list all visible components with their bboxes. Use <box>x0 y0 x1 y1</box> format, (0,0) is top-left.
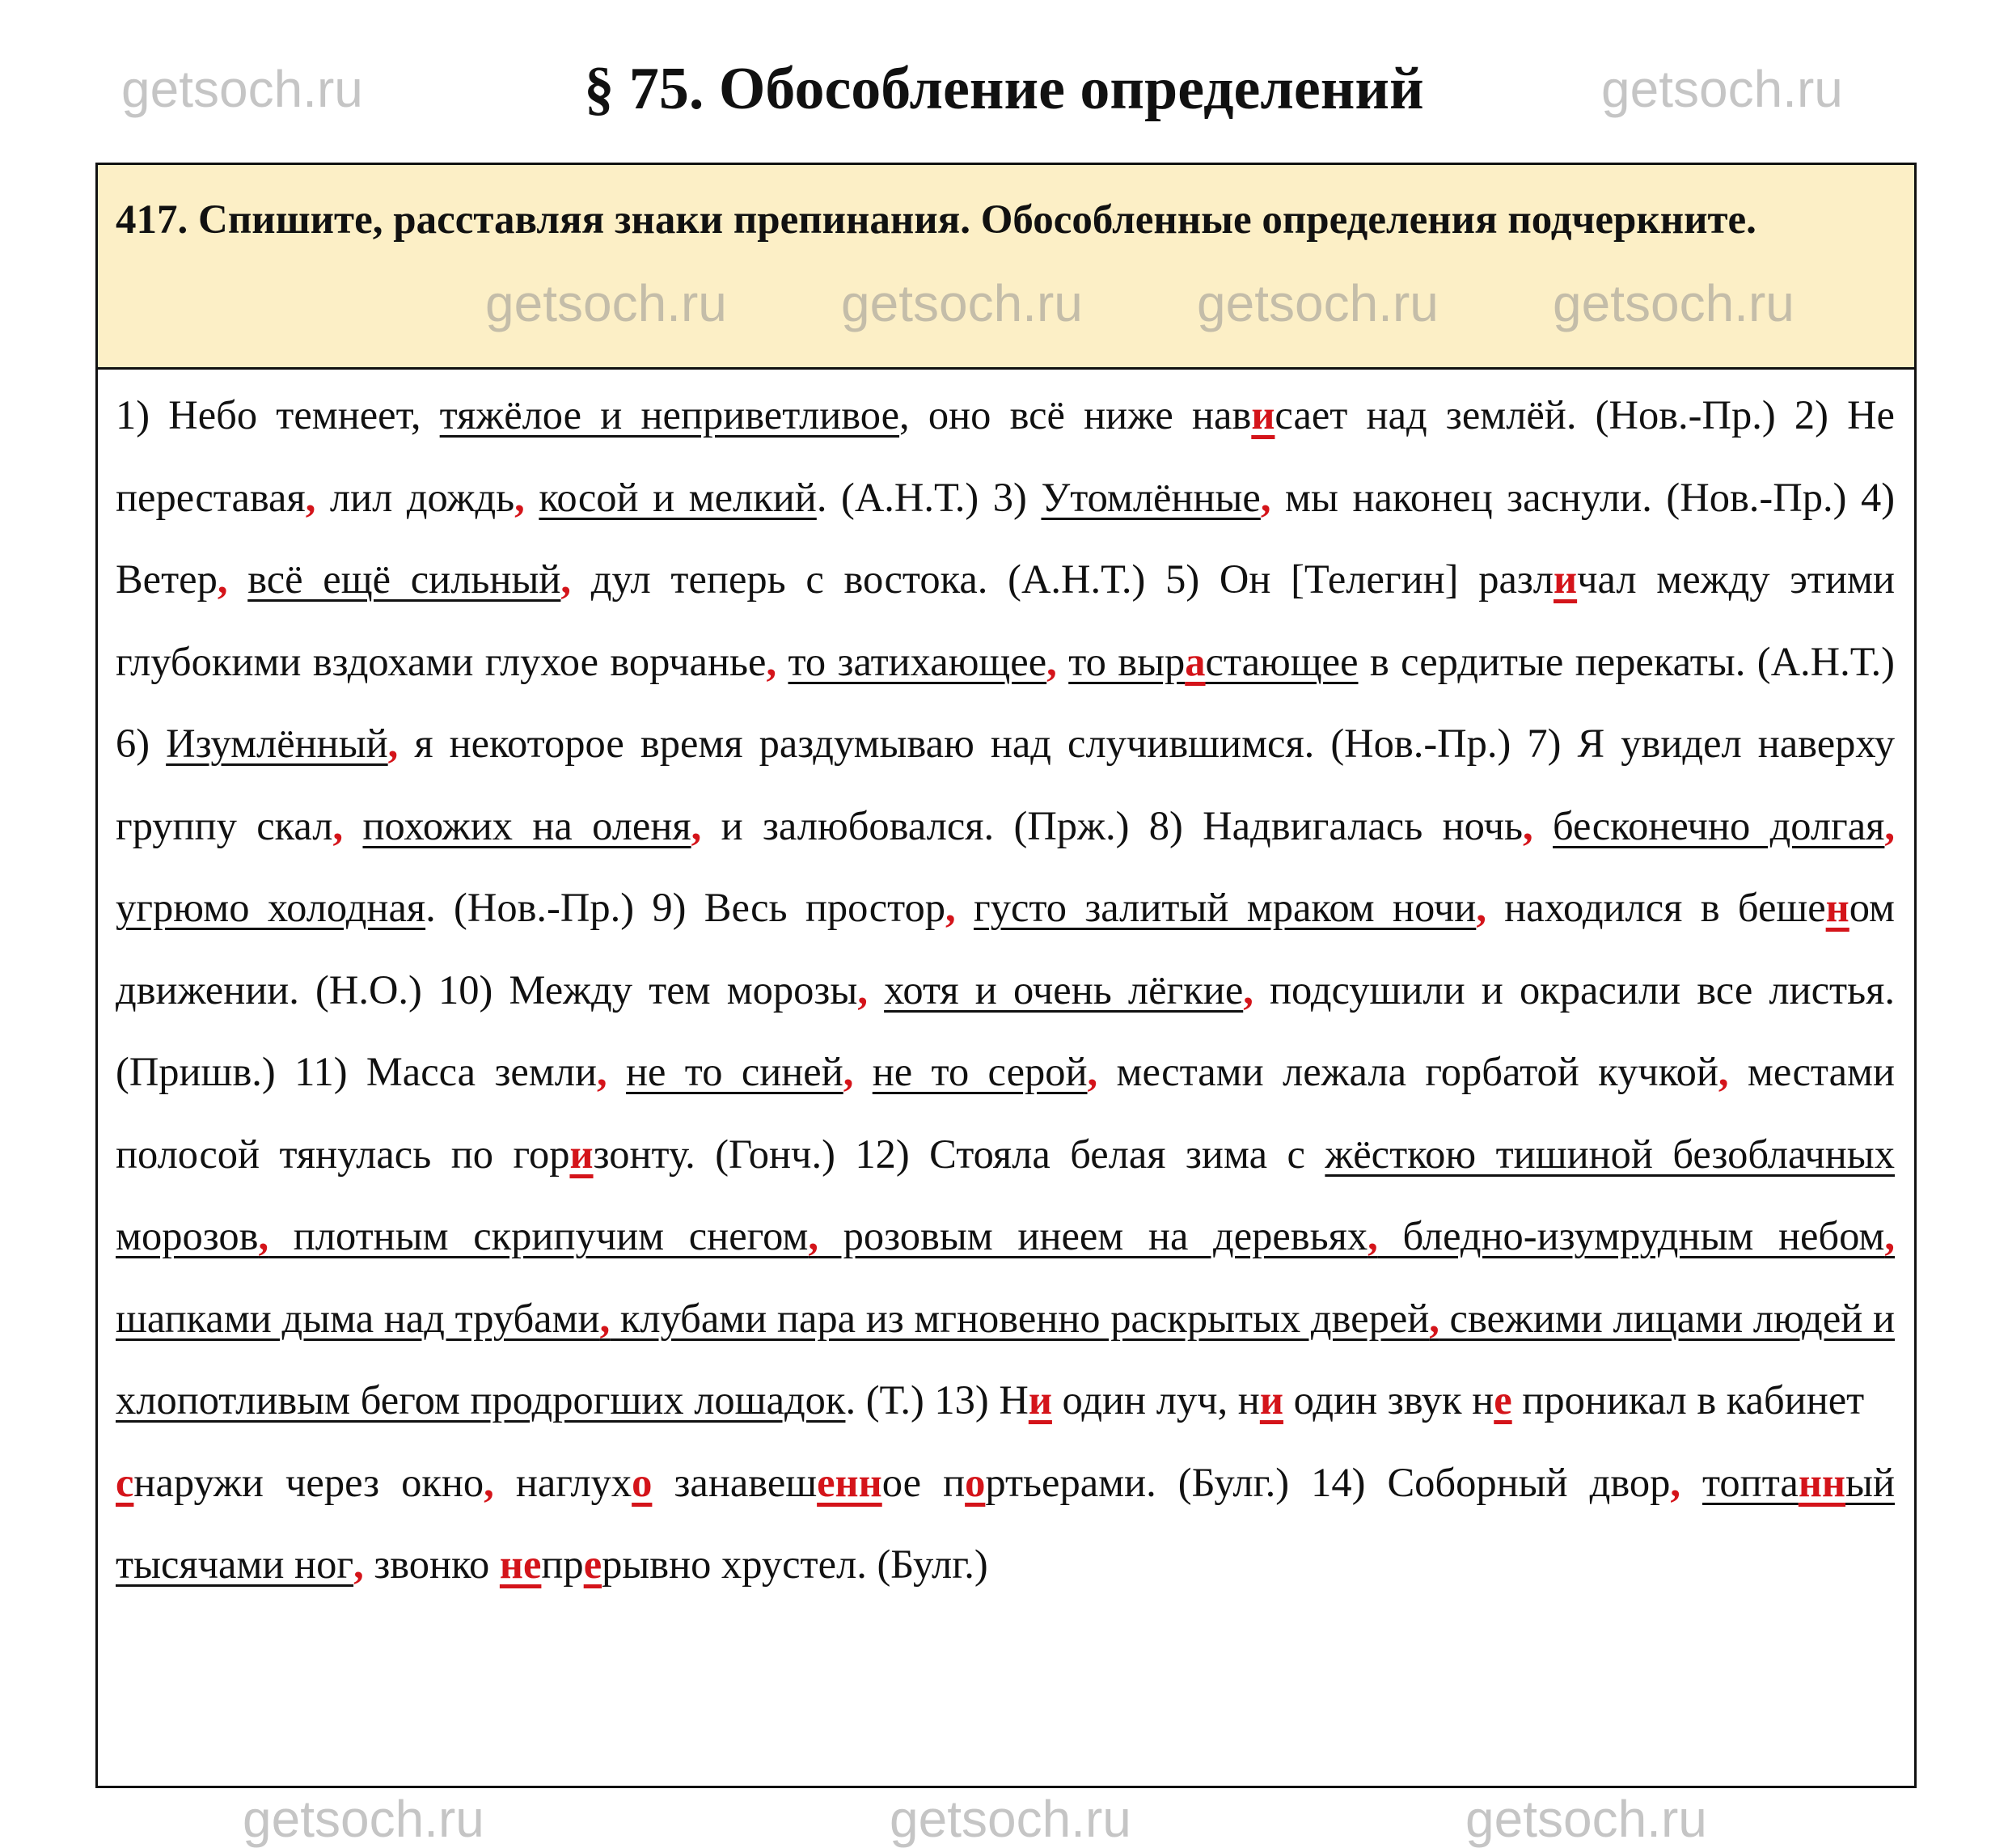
text-run: . (А.Н.Т.) 3) <box>816 474 1042 520</box>
text-run: чал между этими глубокими вздохами глухое ворчанье <box>116 556 1895 684</box>
text-run: ртьерами. (Булг.) 14) Соборный двор <box>985 1459 1671 1505</box>
corrected-letter: с <box>116 1459 134 1505</box>
underlined-definition: косой и мелкий <box>539 474 817 520</box>
underlined-definition: бесконечно долгая <box>1553 802 1885 848</box>
text-run: ом движении. (Н.О.) 10) Между тем морозы <box>116 885 1896 1013</box>
corrected-letter: и <box>1259 1377 1283 1423</box>
inserted-comma: , <box>514 474 525 520</box>
corrected-letter: нн <box>1798 1459 1846 1505</box>
underlined-definition: то выр <box>1068 638 1186 684</box>
inserted-comma: , <box>1718 1049 1729 1094</box>
inserted-comma: , <box>353 1541 364 1587</box>
text-run: дул теперь с востока. (А.Н.Т.) 5) Он [Телегин] разл <box>571 556 1554 602</box>
text-run <box>776 639 788 684</box>
text-run: пр <box>541 1541 584 1587</box>
task-number: 417. <box>116 197 188 243</box>
underlined-definition: не то серой <box>872 1049 1088 1094</box>
inserted-comma: , <box>560 556 572 602</box>
text-run: я некоторое время раздумываю над случившимся. (Нов.-Пр.) 7) Я увидел наверху группу скал <box>116 721 1895 848</box>
text-run <box>607 1049 626 1094</box>
text-run: . (Нов.-Пр.) 9) Весь простор <box>425 885 946 930</box>
inserted-comma: , <box>305 474 316 520</box>
page-title: § 75. Обособление определений <box>584 56 1424 122</box>
inserted-comma: , <box>1884 802 1896 848</box>
underlined-definition: то затихающее <box>788 638 1047 684</box>
underlined-definition: плотным скрипучим снегом <box>268 1213 809 1258</box>
text-run: звонко <box>363 1541 500 1587</box>
inserted-comma: , <box>1087 1049 1098 1094</box>
corrected-letter: е <box>1494 1377 1512 1423</box>
underlined-definition: всё ещё сильный <box>247 556 561 602</box>
inserted-comma: , <box>1243 966 1253 1013</box>
inserted-comma: , <box>691 802 702 848</box>
inserted-comma: , <box>1046 638 1057 684</box>
underlined-definition: похожих на оленя <box>362 802 691 848</box>
underlined-definition: угрюмо холодная <box>116 885 426 930</box>
text-run <box>1533 803 1553 848</box>
inserted-comma: , <box>217 556 228 602</box>
text-run: местами полосой тянулась по гор <box>116 1049 1895 1177</box>
text-run: ое п <box>881 1459 966 1505</box>
text-run: мы наконец заснули. (Нов.-Пр.) 4) Ветер <box>116 474 1896 602</box>
inserted-comma: , <box>387 721 399 766</box>
inserted-comma: , <box>857 966 868 1013</box>
corrected-letter: о <box>965 1459 986 1505</box>
underlined-definition: жёсткою тишиной безоблачных морозов <box>116 1131 1895 1258</box>
text-run: занавеш <box>652 1459 818 1505</box>
text-run <box>227 556 247 602</box>
underlined-definition: густо залитый мраком ночи <box>973 885 1477 930</box>
watermark: getsoch.ru <box>1465 1790 1707 1848</box>
inserted-comma: , <box>258 1213 269 1258</box>
text-run <box>1057 639 1068 684</box>
underlined-definition: Изумлённый <box>166 721 388 766</box>
watermark: getsoch.ru <box>1197 274 1439 332</box>
text-run <box>868 967 884 1013</box>
watermark: getsoch.ru <box>243 1790 484 1848</box>
underlined-definition: стающее <box>1205 638 1359 684</box>
text-run: подсушили и окрасили все листья. (Пришв.) 11) Масса земли <box>116 966 1895 1094</box>
inserted-comma: , <box>1429 1295 1439 1341</box>
corrected-letter: н <box>1825 885 1849 930</box>
inserted-comma: , <box>1670 1459 1680 1505</box>
inserted-comma: , <box>1476 885 1486 930</box>
underlined-definition: бледно-изумрудным небом <box>1377 1213 1885 1258</box>
underlined-definition: розовым инеем на деревьях <box>818 1213 1368 1258</box>
corrected-letter: и <box>569 1131 594 1177</box>
text-run: и залюбовался. (Прж.) 8) Надвигалась ночь <box>701 802 1524 848</box>
underlined-definition: ый тысячами ног <box>116 1459 1895 1587</box>
inserted-comma: , <box>766 638 777 684</box>
watermark: getsoch.ru <box>121 60 363 118</box>
underlined-definition: свежими лицами людей и хлопотливым бегом продрогших лошадок <box>116 1295 1895 1423</box>
inserted-comma: , <box>843 1049 854 1094</box>
corrected-letter: о <box>632 1459 653 1505</box>
corrected-letter: и <box>1251 392 1275 438</box>
corrected-letter: и <box>1028 1377 1052 1423</box>
text-run: в сердитые перекаты. (А.Н.Т.) 6) <box>116 638 1895 766</box>
underlined-definition: не то синей <box>626 1049 843 1094</box>
text-run: зонту. (Гонч.) 12) Стояла белая зима с <box>593 1131 1325 1177</box>
inserted-comma: , <box>597 1049 607 1094</box>
watermark: getsoch.ru <box>1601 60 1843 118</box>
text-run: наружи через окно <box>133 1459 484 1505</box>
text-run: , оно всё ниже нав <box>899 392 1252 438</box>
underlined-definition: топта <box>1702 1459 1799 1505</box>
watermark: getsoch.ru <box>890 1790 1131 1848</box>
exercise-answer-text <box>98 370 1914 1606</box>
text-run: 1) Небо темнеет, <box>116 392 440 438</box>
inserted-comma: , <box>1368 1213 1378 1258</box>
text-run: находился в беше <box>1486 885 1826 930</box>
corrected-letter: енн <box>817 1459 882 1505</box>
watermark: getsoch.ru <box>1553 274 1795 332</box>
inserted-comma: , <box>484 1459 494 1505</box>
text-run: сает над землёй. (Нов.-Пр.) 2) Не переставая <box>116 392 1895 520</box>
watermark: getsoch.ru <box>485 274 727 332</box>
underlined-definition: хотя и очень лёгкие <box>884 966 1244 1013</box>
underlined-definition: шапками дыма над трубами <box>116 1295 600 1341</box>
inserted-comma: , <box>1260 474 1271 520</box>
text-run <box>1680 1460 1702 1505</box>
text-run: один луч, н <box>1051 1377 1260 1423</box>
inserted-comma: , <box>1884 1213 1896 1258</box>
text-run <box>956 885 974 930</box>
inserted-comma: , <box>808 1213 818 1258</box>
corrected-letter: не <box>499 1541 542 1587</box>
text-run: проникал в кабинет <box>1511 1377 1865 1423</box>
text-run: наглух <box>493 1459 632 1505</box>
text-run <box>343 803 362 848</box>
text-run: один звук н <box>1283 1377 1494 1423</box>
watermark: getsoch.ru <box>841 274 1083 332</box>
inserted-comma: , <box>599 1295 611 1341</box>
text-run <box>525 475 539 520</box>
task-header <box>98 165 1914 370</box>
text-run: местами лежала горбатой кучкой <box>1097 1049 1718 1094</box>
inserted-comma: , <box>945 885 956 930</box>
corrected-letter: а <box>1185 638 1206 684</box>
text-run: . (Т.) 13) Н <box>845 1377 1029 1423</box>
inserted-comma: , <box>1523 802 1533 848</box>
underlined-definition: Утомлённые <box>1041 474 1261 520</box>
task-text: Спишите, расставляя знаки препинания. Обособленные определения подчеркните. <box>198 197 1756 243</box>
corrected-letter: и <box>1554 556 1578 602</box>
text-run: лил дождь <box>315 474 515 520</box>
text-run <box>853 1049 872 1094</box>
underlined-definition: тяжёлое и неприветливое <box>439 392 900 438</box>
underlined-definition: клубами пара из мгновенно раскрытых дверей <box>610 1295 1430 1341</box>
text-run: рывно хрустел. (Булг.) <box>602 1541 988 1587</box>
inserted-comma: , <box>332 802 344 848</box>
exercise-box <box>95 163 1917 1788</box>
corrected-letter: е <box>583 1541 602 1587</box>
